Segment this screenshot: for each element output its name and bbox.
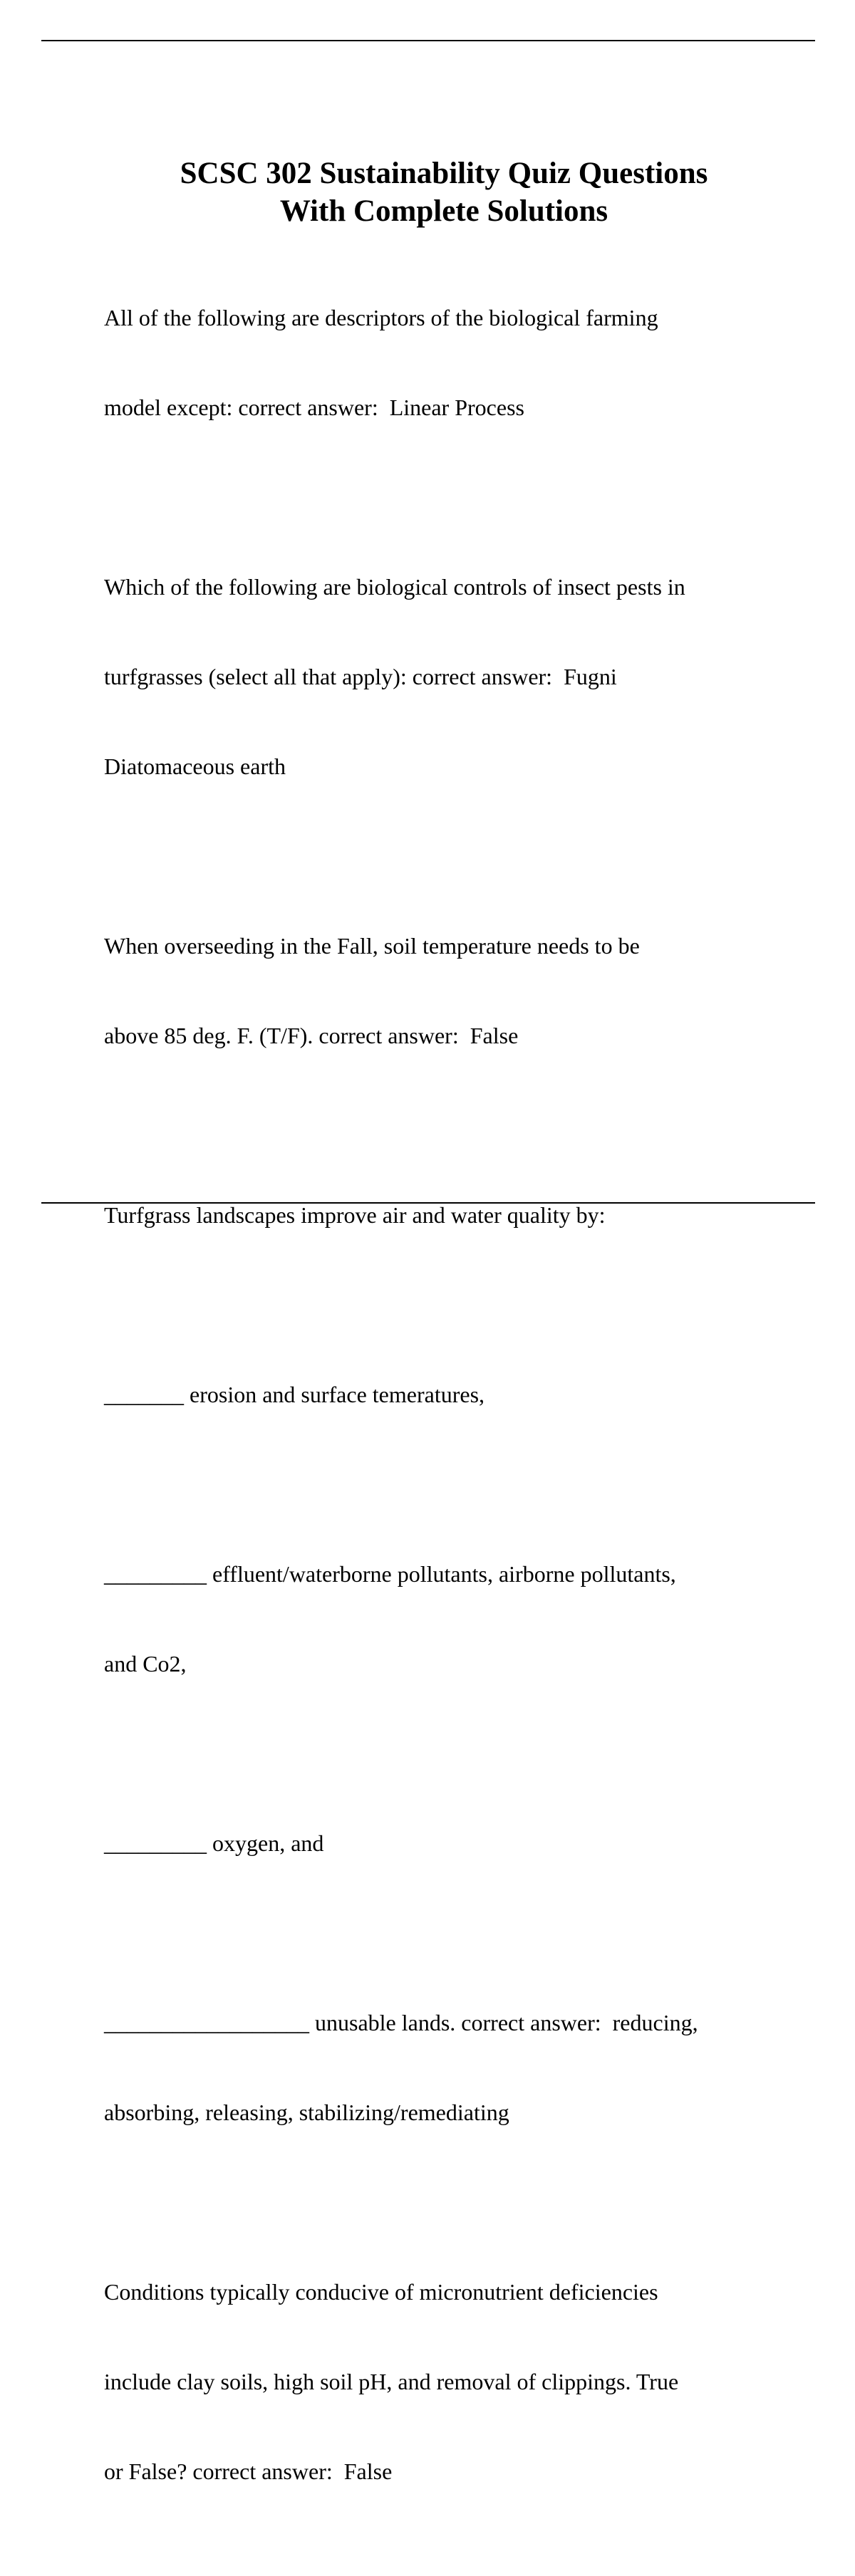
text-line: Diatomaceous earth — [104, 753, 286, 779]
text-line: turfgrasses (select all that apply): correct answer: Fugni — [104, 664, 617, 689]
question-2 — [104, 512, 788, 841]
bottom-rule — [41, 1202, 815, 1204]
text-line: __________________ unusable lands. correct answer: reducing, — [104, 2010, 698, 2035]
title-line-1: SCSC 302 Sustainability Quiz Questions — [180, 156, 708, 190]
document-body — [104, 243, 788, 2576]
text-line: Which of the following are biological controls of insect pests in — [104, 574, 685, 600]
question-4-blank-4 — [104, 1948, 788, 2187]
text-line: _________ effluent/waterborne pollutants, airborne pollutants, — [104, 1561, 676, 1587]
text-line: Turfgrass landscapes improve air and water quality by: — [104, 1202, 606, 1228]
text-line: When overseeding in the Fall, soil temperature needs to be — [104, 933, 640, 959]
question-4-blank-1 — [104, 1320, 788, 1469]
text-line: above 85 deg. F. (T/F). correct answer: False — [104, 1023, 519, 1048]
question-4-intro — [104, 1140, 788, 1290]
question-5 — [104, 2217, 788, 2546]
text-line: All of the following are descriptors of the biological farming — [104, 305, 658, 330]
text-line: _______ erosion and surface temeratures, — [104, 1382, 485, 1407]
text-line: Conditions typically conducive of micronutrient deficiencies — [104, 2279, 658, 2305]
title-line-2: With Complete Solutions — [279, 194, 608, 228]
text-line: _________ oxygen, and — [104, 1830, 324, 1856]
top-rule — [41, 40, 815, 41]
question-1 — [104, 243, 788, 482]
text-line: and Co2, — [104, 1651, 187, 1677]
text-line: absorbing, releasing, stabilizing/remediating — [104, 2100, 509, 2125]
text-line: or False? correct answer: False — [104, 2458, 393, 2484]
question-4-blank-2 — [104, 1499, 788, 1738]
document-title — [41, 155, 846, 230]
text-line: model except: correct answer: Linear Process — [104, 395, 524, 420]
question-3 — [104, 871, 788, 1110]
question-4-blank-3 — [104, 1768, 788, 1918]
text-line: include clay soils, high soil pH, and removal of clippings. True — [104, 2369, 679, 2394]
